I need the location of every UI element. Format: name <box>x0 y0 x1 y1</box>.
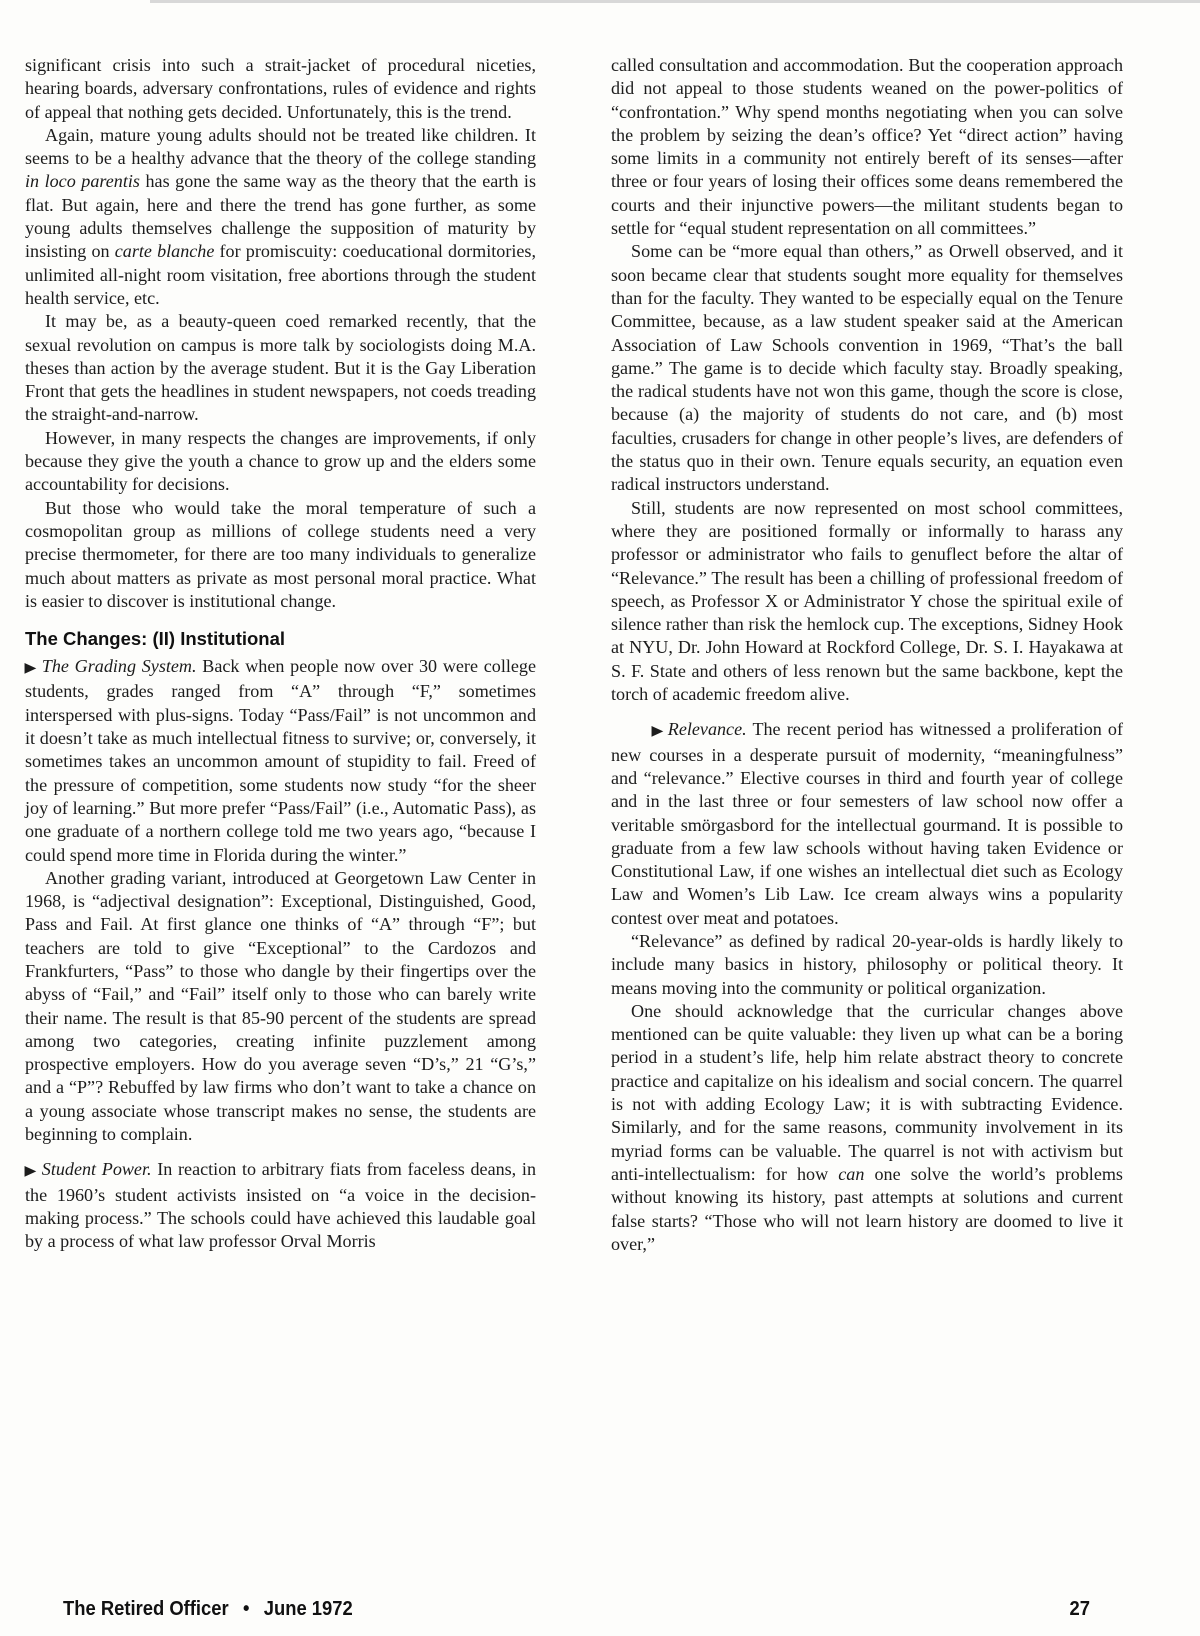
text-run: In reaction to arbitrary fiats from faceless deans, in the 1960’s student activists insisted on “a voice in the decision-making process.” The schools could have achieved this laudable goal by a process of what law professor Orval Morris <box>25 1159 536 1252</box>
triangle-bullet-icon: ▶ <box>24 660 37 677</box>
paragraph: called consultation and accommodation. But the cooperation approach did not appeal to those students weaned on the power-politics of “confrontation.” Why spend months negotiating when you can solve the problem by seizing the dean’s office? Yet “direct action” having some limits in a community not entirely bereft of its senses—after three or four years of losing their offices some deans remembered the courts and their injunctive powers—the militant students began to settle for “equal student representation on all committees.” <box>611 55 1123 239</box>
right-column <box>611 54 1123 1256</box>
paragraph <box>25 124 536 310</box>
paragraph: Another grading variant, introduced at Georgetown Law Center in 1968, is “adjectival designation”: Exceptional, Distinguished, Good, Pass and Fail. At first glance one thinks of “A” through “F”; but teachers are told to give “Exceptional” to the Cardozos and Frankfurters, “Pass” to those who dangle by their fingertips over the abyss of “Fail,” and “Fail” itself only to those who can barely write their name. The result is that 85-90 percent of the students are spread among two categories, creating infinite puzzlement among prospective employers. How do you average seven “D’s,” 21 “G’s,” and a “P”? Rebuffed by law firms who don’t want to take a chance on a young associate whose transcript makes no sense, the students are beginning to complain. <box>25 867 536 1145</box>
text-run: has gone the same way as the theory that the earth is flat. But again, here and there the trend has gone further, as some young adults themselves challenge the supposition of maturity by insisting on <box>25 171 536 262</box>
publication-name: The Retired Officer <box>63 1598 229 1620</box>
text-run: One should acknowledge that the curricular changes above mentioned can be quite valuable: they liven up what can be a boring period in a student’s life, help him relate abstract theory to concrete practice and capitalize on his idealism and social concern. The quarrel is not with adding Ecology Law; it is with subtracting Evidence. Similarly, and for the same reasons, community involvement in its myriad forms can be valuable. The quarrel is not with activism but anti-intellectualism: for how <box>611 1000 1123 1184</box>
italic-text: in loco parentis <box>25 171 140 192</box>
paragraph-grading-system <box>25 655 536 867</box>
triangle-bullet-icon: ▶ <box>651 723 664 740</box>
paragraph: It may be, as a beauty-queen coed remarked recently, that the sexual revolution on campus is more talk by sociologists doing M.A. theses than action by the average student. But it is the Gay Liberation Front that gets the headlines in student newspapers, not coeds treading the straight-and-narrow. <box>25 311 536 425</box>
text-run: Again, mature young adults should not be treated like children. It seems to be a healthy advance that the theory of the college standing <box>25 124 536 169</box>
bullet-separator-icon: • <box>242 1598 250 1620</box>
top-border-rule <box>150 0 1200 3</box>
footer-publication-line <box>63 1598 353 1621</box>
left-column <box>25 54 536 1254</box>
paragraph: Some can be “more equal than others,” as Orwell observed, and it soon became clear that students sought more equality for themselves than for the faculty. They wanted to be especially equal on the Tenure Committee, because, as a law student speaker said at the American Association of Law Schools convention in 1969, “That’s the ball game.” The game is to decide which faculty stay. Broadly speaking, the radical students have not won this game, though the score is close, because (a) the majority of students do not care, and (b) most faculties, crusaders for change in other people’s lives, are defenders of the status quo in their own. Tenure equals security, an equation even radical instructors understand. <box>611 241 1123 495</box>
page-footer <box>63 1598 1090 1628</box>
paragraph: “Relevance” as defined by radical 20-year-olds is hardly likely to include many basics in history, philosophy or political theory. It means moving into the community or political organization. <box>611 930 1123 998</box>
paragraph <box>611 1000 1123 1256</box>
paragraph: Still, students are now represented on most school committees, where they are positioned formally or informally to harass any professor or administrator who fails to genuflect before the altar of “Relevance.” The result has been a chilling of professional freedom of speech, as Professor X or Administrator Y chose the spiritual exile of silence rather than risk the hemlock cup. The exceptions, Sidney Hook at NYU, Dr. John Howard at Rockford College, Dr. S. I. Hayakawa at S. F. State and others of less renown but the same backbone, kept the torch of academic freedom alive. <box>611 497 1123 705</box>
page-number: 27 <box>1069 1598 1090 1620</box>
paragraph: However, in many respects the changes are improvements, if only because they give the youth a chance to grow up and the elders some accountability for decisions. <box>25 427 536 495</box>
subsection-title: The Grading System. <box>41 656 197 677</box>
section-heading: The Changes: (II) Institutional <box>25 628 286 650</box>
text-run: Back when people now over 30 were college students, grades ranged from “A” through “F,” sometimes interspersed with plus-signs. Today “Pass/Fail” is not uncommon and it doesn’t take as much intellectual fitness to survive; or, conversely, it sometimes takes an uncommon amount of stupidity to fail. Freed of the pressure of competition, some students now study “for the sheer joy of learning.” But more prefer “Pass/Fail” (i.e., Automatic Pass), as one graduate of a northern college told me two years ago, “because I could spend more time in Florida during the winter.” <box>25 656 536 865</box>
italic-text: can <box>838 1163 865 1184</box>
text-run: The recent period has witnessed a proliferation of new courses in a desperate pursuit of modernity, “meaningfulness” and “relevance.” Elective courses in third and fourth year of college and in the last three or four semesters of law school now offer a veritable smörgasbord for the intellectual gourmand. It is possible to graduate from a few law schools without having taken Evidence or Constitutional Law, if one wishes an intellectual diet such as Ecology Law and Women’s Lib Law. Ice cream always wins a popularity contest over meat and potatoes. <box>611 719 1123 928</box>
text-run: for promiscuity: coeducational dormitories, unlimited all-night room visitation, free abortions through the student health service, etc. <box>25 241 536 308</box>
subsection-title: Relevance. <box>667 719 747 740</box>
paragraph-student-power <box>25 1158 536 1253</box>
text-run: one solve the world’s problems without knowing its history, past attempts at solutions and current false starts? “Those who will not learn history are doomed to live it over,” <box>611 1163 1123 1254</box>
triangle-bullet-icon: ▶ <box>24 1163 37 1180</box>
paragraph-relevance <box>611 718 1123 930</box>
subsection-title: Student Power. <box>41 1159 152 1180</box>
issue-date: June 1972 <box>263 1598 353 1620</box>
paragraph: significant crisis into such a strait-jacket of procedural niceties, hearing boards, adversary confrontations, rules of evidence and rights of appeal that nothing gets decided. Unfortunately, this is the trend. <box>25 55 536 122</box>
paragraph: But those who would take the moral temperature of such a cosmopolitan group as millions of college students need a very precise thermometer, for there are too many individuals to generalize much about matters as private as most personal moral practice. What is easier to discover is institutional change. <box>25 497 536 611</box>
italic-text: carte blanche <box>114 241 215 262</box>
